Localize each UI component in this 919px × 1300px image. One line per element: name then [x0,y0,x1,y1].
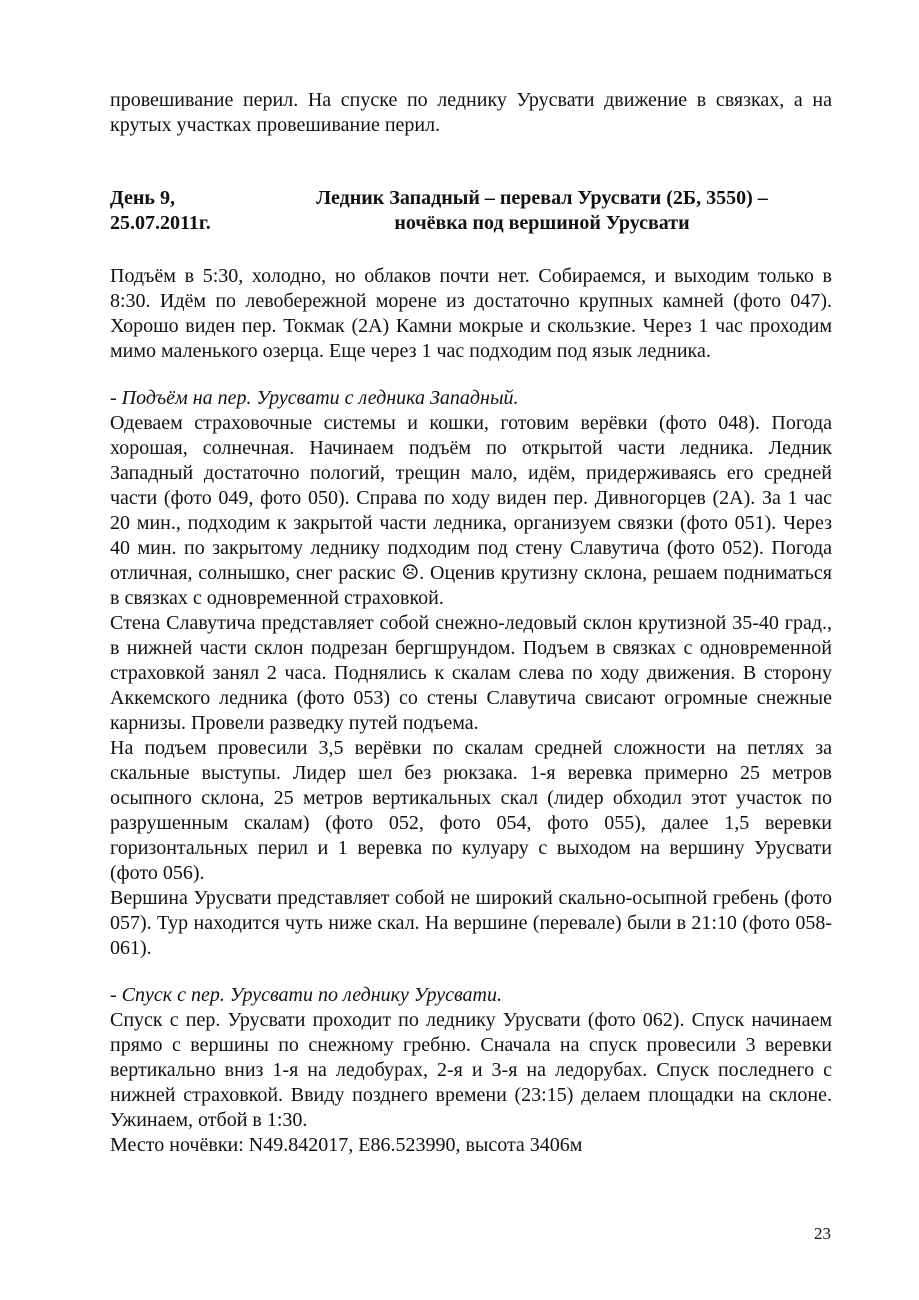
day-label: День 9, [110,187,175,209]
camp-location: Место ночёвки: N49.842017, E86.523990, высота 3406м [110,1134,583,1156]
ascent-paragraph-4: Вершина Урусвати представляет собой не широкий скально-осыпной гребень (фото 057). Тур находится чуть ниже скал. На вершине (перевале) были в 21:10 (фото 058-061). [110,887,832,959]
day-heading-title [298,186,832,236]
document-page [110,88,832,1158]
section-ascent-title: - Подъём на пер. Урусвати с ледника Западный. [110,387,519,409]
day-heading-left [110,186,298,236]
spacer [110,138,832,186]
title-line-1: Ледник Западный – перевал Урусвати (2Б, 3550) – [316,187,768,209]
spacer [110,961,832,983]
descent-paragraph-1: Спуск с пер. Урусвати проходит по леднику Урусвати (фото 062). Спуск начинаем прямо с вершины по снежному гребню. Сначала на спуск провесили 3 веревки вертикально вниз 1-я на ледобурах, 2-я и 3-я на ледорубах. Спуск последнего с нижней страховкой. Ввиду позднего времени (23:15) делаем площадки на склоне. Ужинаем, отбой в 1:30. [110,1009,832,1131]
morning-paragraph: Подъём в 5:30, холодно, но облаков почти нет. Собираемся, и выходим только в 8:30. Идём по левобережной морене из достаточно крупных камней (фото 047). Хорошо виден пер. Токмак (2А) Камни мокрые и скользкие. Через 1 час проходим мимо маленького озерца. Еще через 1 час подходим под язык ледника. [110,265,832,362]
ascent-paragraph-1: Одеваем страховочные системы и кошки, готовим верёвки (фото 048). Погода хорошая, солнечная. Начинаем подъём по открытой части ледника. Ледник Западный достаточно пологий, трещин мало, идём, придерживаясь его средней части (фото 049, фото 050). Справа по ходу виден пер. Дивногорцев (2А). За 1 час 20 мин., подходим к закрытой части ледника, организуем связки (фото 051). Через 40 мин. по закрытому леднику подходим под стену Славутича (фото 052). Погода отличная, солнышко, снег раскис ☹. Оценив крутизну склона, решаем подниматься в связках с одновременной страховкой. [110,412,832,609]
title-line-2: ночёвка под вершиной Урусвати [394,212,690,234]
day-heading [110,186,832,236]
section-descent-title: - Спуск с пер. Урусвати по леднику Урусвати. [110,984,503,1006]
ascent-paragraph-3: На подъем провесили 3,5 верёвки по скалам средней сложности на петлях за скальные выступы. Лидер шел без рюкзака. 1-я веревка примерно 25 метров осыпного склона, 25 метров вертикальных скал (лидер обходил этот участок по разрушенным скалам) (фото 052, фото 054, фото 055), далее 1,5 веревки горизонтальных перил и 1 веревка по кулуару с выходом на вершину Урусвати (фото 056). [110,737,832,884]
intro-paragraph: провешивание перил. На спуске по леднику Урусвати движение в связках, а на крутых участках провешивание перил. [110,89,832,136]
date-label: 25.07.2011г. [110,212,211,234]
spacer [110,364,832,386]
spacer [110,236,832,264]
ascent-paragraph-2: Стена Славутича представляет собой снежно-ледовый склон крутизной 35-40 град., в нижней части склон подрезан бергшрундом. Подъем в связках с одновременной страховкой занял 2 часа. Поднялись к скалам слева по ходу движения. В сторону Аккемского ледника (фото 053) со стены Славутича свисают огромные снежные карнизы. Провели разведку путей подъема. [110,612,832,734]
page-number: 23 [814,1224,831,1243]
